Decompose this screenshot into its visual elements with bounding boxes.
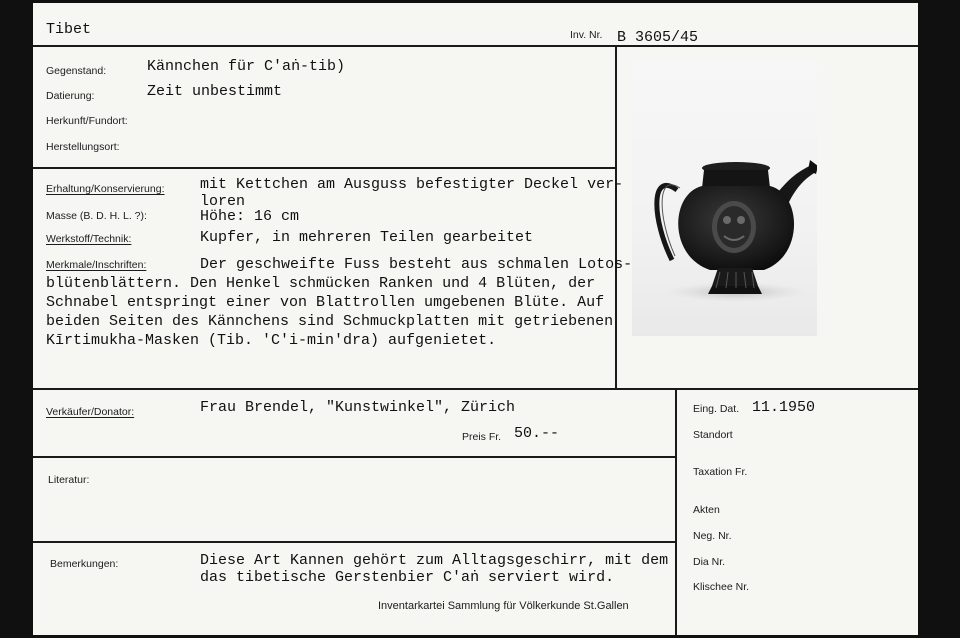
dia-nr-label: Dia Nr. bbox=[693, 556, 726, 568]
datierung-label: Datierung: bbox=[46, 90, 95, 102]
verkaeufer-label: Verkäufer/Donator: bbox=[46, 406, 135, 418]
bemerkungen-line-1: Diese Art Kannen gehört zum Alltagsgeschirr, mit dem bbox=[200, 552, 669, 569]
merkmale-line-1: Der geschweifte Fuss besteht aus schmalen Lotos- bbox=[200, 256, 633, 273]
herkunft-label: Herkunft/Fundort: bbox=[46, 115, 128, 127]
merkmale-line-5: Kīrtimukha-Masken (Tib. 'C'i-min'dra) aufgenietet. bbox=[46, 332, 497, 349]
merkmale-line-3: Schnabel entspringt einer von Blattrollen umgebenen Blüte. Auf bbox=[46, 294, 605, 311]
rule-after-merkmale bbox=[33, 388, 918, 390]
gegenstand-value: Kännchen für C'aṅ-tib) bbox=[147, 58, 346, 75]
merkmale-label: Merkmale/Inschriften: bbox=[46, 259, 147, 271]
verkaeufer-value: Frau Brendel, "Kunstwinkel", Zürich bbox=[200, 399, 516, 416]
eing-dat-label: Eing. Dat. bbox=[693, 403, 740, 415]
bemerkungen-label: Bemerkungen: bbox=[50, 558, 119, 570]
rule-after-herstellung bbox=[33, 167, 617, 169]
rule-photo-left bbox=[615, 45, 617, 388]
region-title: Tibet bbox=[46, 21, 92, 38]
werkstoff-label: Werkstoff/Technik: bbox=[46, 233, 132, 245]
inv-nr-label: Inv. Nr. bbox=[570, 29, 603, 41]
standort-label: Standort bbox=[693, 429, 733, 441]
footer-text: Inventarkartei Sammlung für Völkerkunde St.Gallen bbox=[378, 600, 629, 612]
rule-header bbox=[33, 45, 918, 47]
teapot-image bbox=[632, 60, 817, 336]
akten-label: Akten bbox=[693, 504, 720, 516]
erhaltung-line-2: loren bbox=[200, 193, 246, 210]
bemerkungen-line-2: das tibetische Gerstenbier C'aṅ serviert wird. bbox=[200, 569, 615, 586]
datierung-value: Zeit unbestimmt bbox=[147, 83, 283, 100]
erhaltung-label: Erhaltung/Konservierung: bbox=[46, 183, 165, 195]
neg-nr-label: Neg. Nr. bbox=[693, 530, 732, 542]
inventory-card bbox=[33, 3, 918, 635]
eing-dat-value: 11.1950 bbox=[752, 399, 816, 416]
herstellungsort-label: Herstellungsort: bbox=[46, 141, 120, 153]
inv-nr-value: B 3605/45 bbox=[617, 29, 699, 46]
erhaltung-line-1: mit Kettchen am Ausguss befestigter Deckel ver- bbox=[200, 176, 624, 193]
gegenstand-label: Gegenstand: bbox=[46, 65, 107, 77]
merkmale-line-2: blütenblättern. Den Henkel schmücken Ranken und 4 Blüten, der bbox=[46, 275, 596, 292]
preis-label: Preis Fr. bbox=[462, 431, 502, 443]
rule-after-literatur bbox=[33, 541, 676, 543]
masse-label: Masse (B. D. H. L. ?): bbox=[46, 210, 147, 222]
rule-after-verkaeufer bbox=[33, 456, 676, 458]
object-photo bbox=[632, 60, 817, 336]
klischee-nr-label: Klischee Nr. bbox=[693, 581, 750, 593]
literatur-label: Literatur: bbox=[48, 474, 90, 486]
merkmale-line-4: beiden Seiten des Kännchens sind Schmuckplatten mit getriebenen bbox=[46, 313, 614, 330]
preis-value: 50.-- bbox=[514, 425, 560, 442]
rule-sidebar-left bbox=[675, 388, 677, 635]
werkstoff-value: Kupfer, in mehreren Teilen gearbeitet bbox=[200, 229, 534, 246]
taxation-label: Taxation Fr. bbox=[693, 466, 748, 478]
masse-value: Höhe: 16 cm bbox=[200, 208, 300, 225]
